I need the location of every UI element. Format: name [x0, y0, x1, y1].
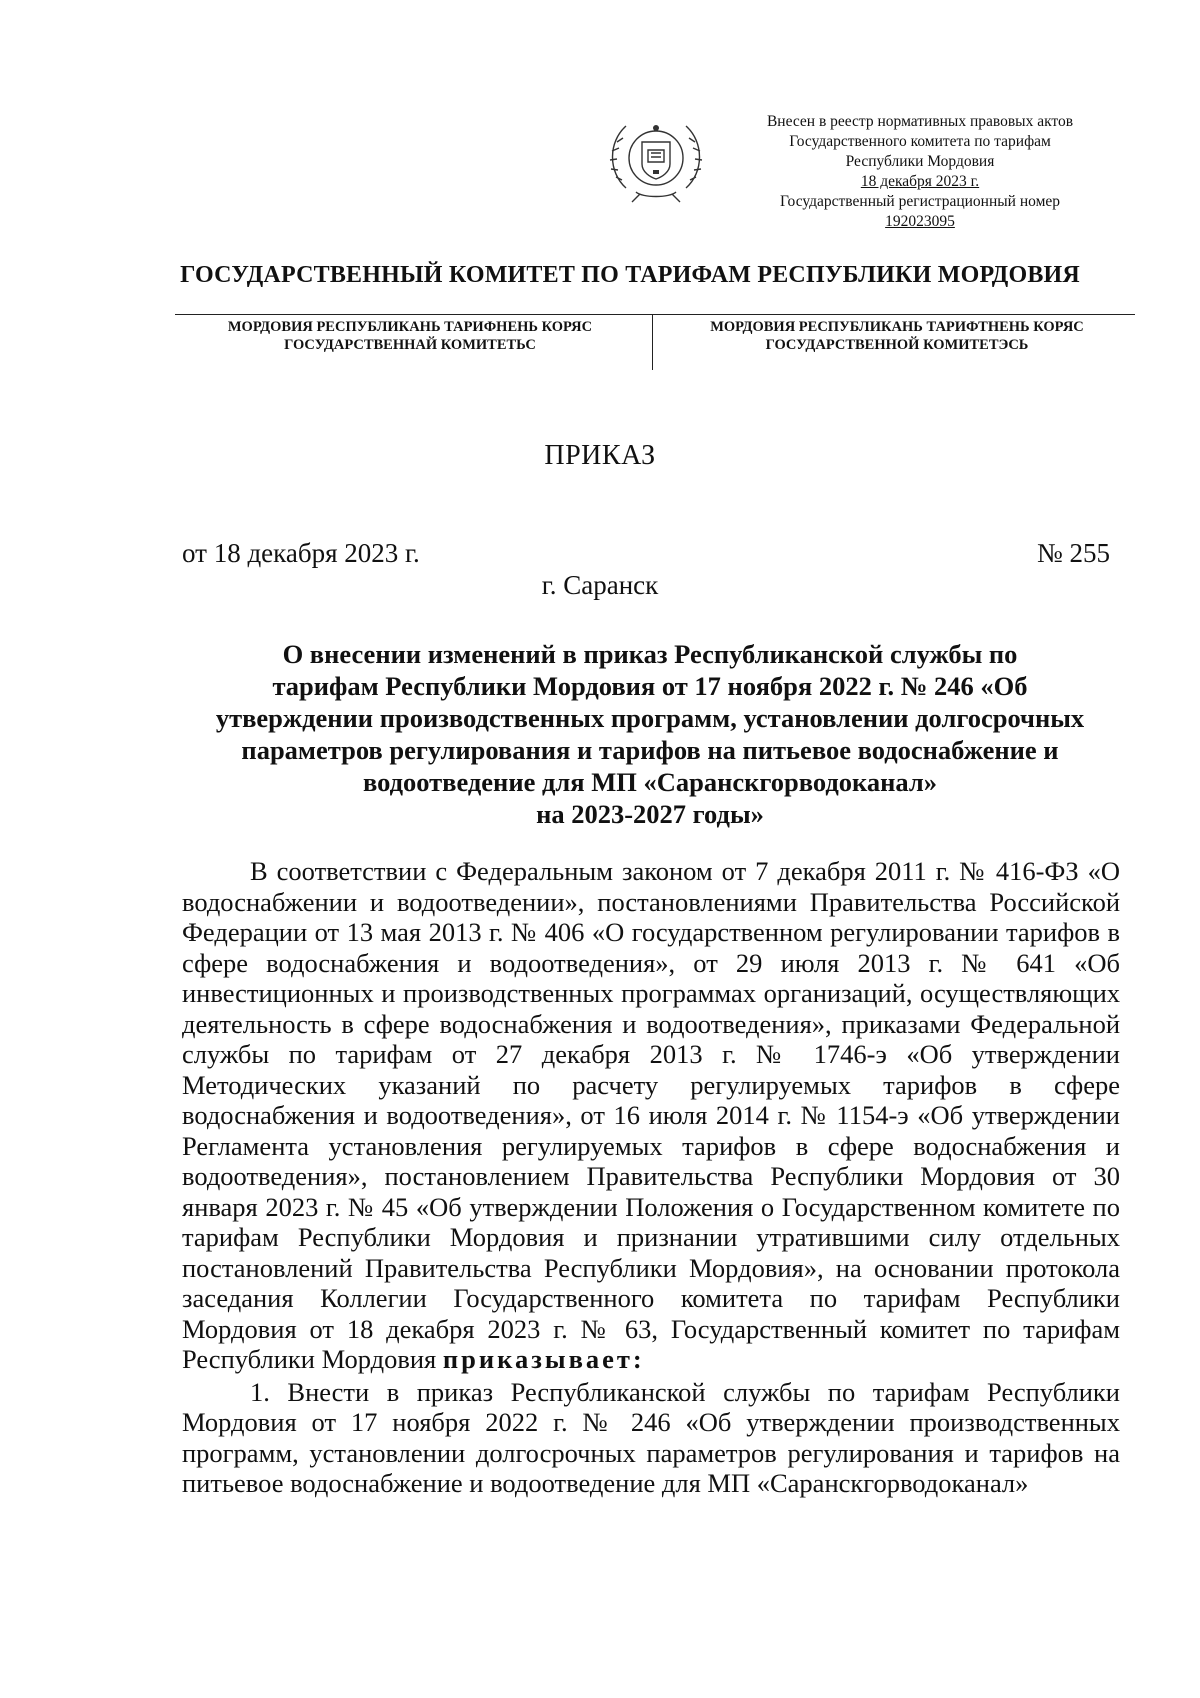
title-line: тарифам Республики Мордовия от 17 ноября 2022 г. № 246 «Об: [272, 671, 1028, 701]
document-title: [200, 638, 1100, 830]
title-line: О внесении изменений в приказ Республиканской службы по: [282, 639, 1018, 669]
erzya-line-2: ГОСУДАРСТВЕННОЙ КОМИТЕТЭСЬ: [765, 337, 1029, 353]
document-body: [182, 856, 1120, 1499]
coat-of-arms-emblem: [596, 110, 716, 210]
registry-number: 192023095: [885, 213, 955, 230]
registry-line-2: Государственного комитета по тарифам: [789, 133, 1051, 150]
registry-date: 18 декабря 2023 г.: [860, 173, 980, 190]
registry-line-3: Республики Мордовия: [845, 153, 995, 170]
document-number: № 255: [1036, 538, 1110, 568]
document-city: г. Саранск: [541, 570, 659, 600]
registry-line-1: Внесен в реестр нормативных правовых актов: [766, 113, 1074, 130]
agency-name-moksha: [175, 318, 645, 354]
agency-name: ГОСУДАРСТВЕННЫЙ КОМИТЕТ ПО ТАРИФАМ РЕСПУБЛИКИ МОРДОВИЯ: [180, 262, 1080, 288]
body-paragraph-item-1: 1. Внести в приказ Республиканской службы по тарифам Республики Мордовия от 17 ноября 2022 г. № 246 «Об утверждении производственных программ, установлении долгосрочных параметров регулирования и тарифов на питьевое водоснабжение и водоотведение для МП «Саранскгорводоканал»: [182, 1376, 1120, 1498]
body-paragraph-preamble: [182, 856, 1120, 1375]
title-line: утверждении производственных программ, установлении долгосрочных: [215, 703, 1085, 733]
title-line: параметров регулирования и тарифов на питьевое водоснабжение и: [241, 735, 1059, 765]
header-divider: [175, 314, 1135, 315]
title-line: на 2023-2027 годы»: [536, 799, 764, 829]
agency-name-erzya: [662, 318, 1132, 354]
preamble-text: В соответствии с Федеральным законом от 7 декабря 2011 г. № 416-ФЗ «О водоснабжении и водоотведении», постановлениями Правительства Российской Федерации от 13 мая 2013 г. № 406 «О государственном регулировании тарифов в сфере водоснабжения и водоотведения», от 29 июля 2013 г. № 641 «Об инвестиционных и производственных программах организаций, осуществляющих деятельность в сфере водоснабжения и водоотведения», приказами Федеральной службы по тарифам от 27 декабря 2013 г. № 1746-э «Об утверждении Методических указаний по расчету регулируемых тарифов в сфере водоснабжения и водоотведения», от 16 июля 2014 г. № 1154-э «Об утверждении Регламента установления регулируемых тарифов в сфере водоснабжения и водоотведения», постановлением Правительства Республики Мордовия от 30 января 2023 г. № 45 «Об утверждении Положения о Государственном комитете по тарифам Республики Мордовия и признании утратившими силу отдельных постановлений Правительства Республики Мордовия», на основании протокола заседания Коллегии Государственного комитета по тарифам Республики Мордовия от 18 декабря 2023 г. № 63, Государственный комитет по тарифам Республики Мордовия: [182, 856, 1120, 1374]
document-type: ПРИКАЗ: [544, 440, 656, 471]
header-vertical-divider: [652, 314, 653, 370]
title-line: водоотведение для МП «Саранскгорводоканал»: [362, 767, 938, 797]
registry-line-5: Государственный регистрационный номер: [779, 193, 1061, 210]
registry-note: [730, 112, 1110, 232]
erzya-line-1: МОРДОВИЯ РЕСПУБЛИКАНЬ ТАРИФТНЕНЬ КОРЯС: [710, 319, 1084, 335]
document-date: от 18 декабря 2023 г.: [182, 538, 420, 568]
moksha-line-1: МОРДОВИЯ РЕСПУБЛИКАНЬ ТАРИФНЕНЬ КОРЯС: [227, 319, 593, 335]
moksha-line-2: ГОСУДАРСТВЕННАЙ КОМИТЕТЬС: [284, 337, 536, 353]
orders-word: приказывает:: [442, 1344, 645, 1374]
